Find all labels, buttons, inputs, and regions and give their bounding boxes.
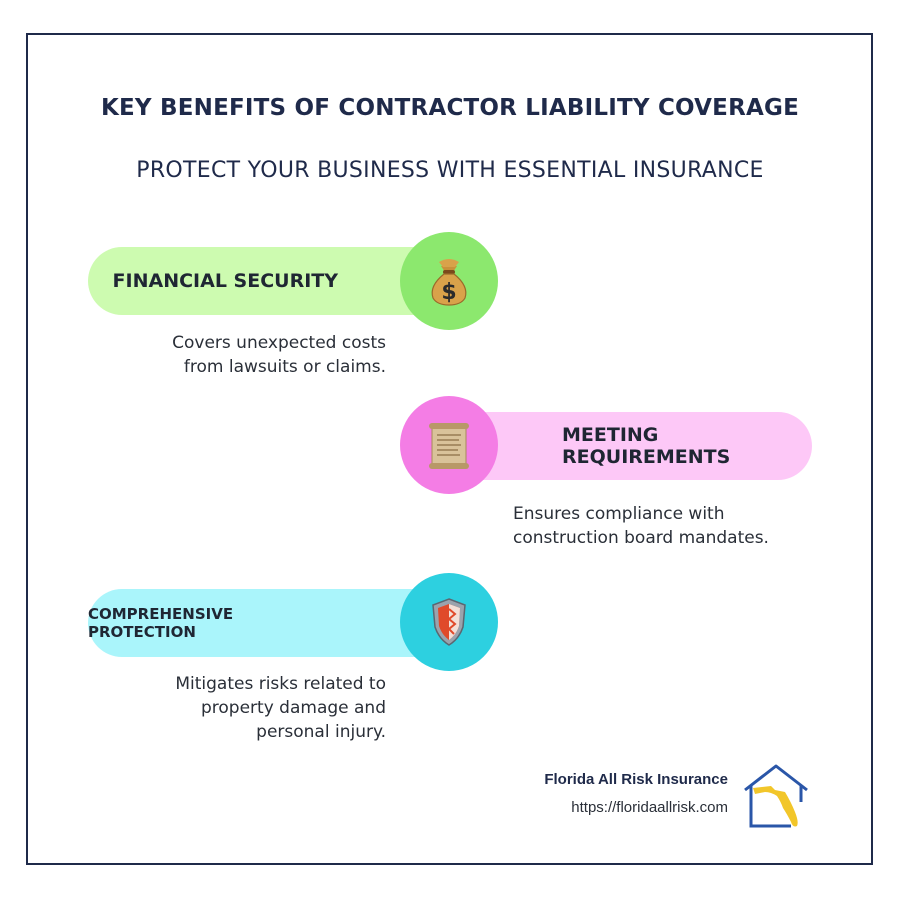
benefit-icon-circle xyxy=(400,573,498,671)
benefit-icon-circle xyxy=(400,232,498,330)
benefit-heading: FINANCIAL SECURITY xyxy=(112,270,338,292)
shield-icon xyxy=(429,597,469,647)
brand-name: Florida All Risk Insurance xyxy=(544,771,728,788)
benefit-heading: MEETING REQUIREMENTS xyxy=(562,424,731,468)
house-florida-logo-icon xyxy=(741,762,811,830)
benefit-icon-circle xyxy=(400,396,498,494)
page-subtitle: PROTECT YOUR BUSINESS WITH ESSENTIAL INSURANCE xyxy=(136,158,764,183)
svg-text:$: $ xyxy=(441,280,457,305)
benefit-comprehensive-protection xyxy=(88,589,448,657)
scroll-icon xyxy=(426,420,472,470)
money-bag-icon xyxy=(427,256,471,306)
benefit-description: Mitigates risks related to property damage and personal injury. xyxy=(175,674,386,742)
brand-url[interactable]: https://floridaallrisk.com xyxy=(571,799,728,816)
benefit-financial-security xyxy=(88,247,448,315)
benefit-description: Ensures compliance with construction board mandates. xyxy=(513,504,769,548)
page-title: KEY BENEFITS OF CONTRACTOR LIABILITY COVERAGE xyxy=(100,95,799,121)
benefit-description: Covers unexpected costs from lawsuits or claims. xyxy=(172,333,386,377)
benefit-meeting-requirements xyxy=(448,412,812,480)
benefit-heading: COMPREHENSIVE PROTECTION xyxy=(88,605,234,641)
